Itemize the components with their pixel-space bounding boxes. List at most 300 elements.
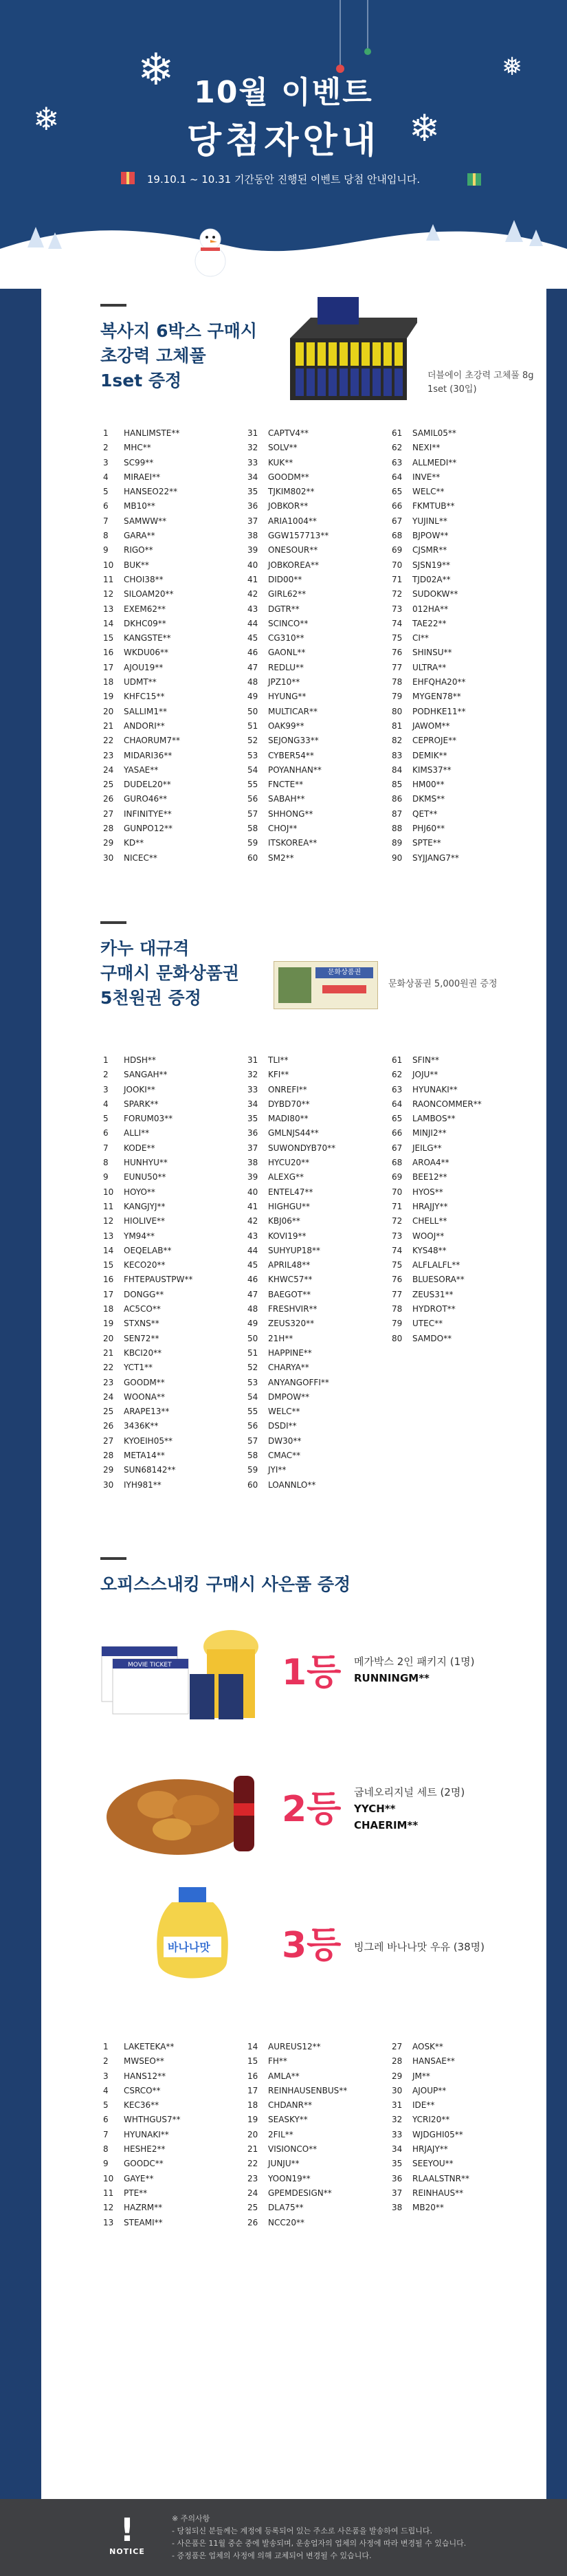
- winner-row: [103, 1405, 192, 1419]
- winner-id: KANGSTE**: [124, 633, 171, 643]
- winner-number: 81: [392, 720, 403, 731]
- winner-id: GGW157713**: [268, 531, 329, 541]
- winner-row: [392, 661, 466, 675]
- winner-id: GMLNJS44**: [268, 1128, 319, 1138]
- winner-row: [392, 2098, 469, 2113]
- winner-row: [103, 705, 180, 719]
- rank-1-winner: RUNNINGM**: [354, 1672, 430, 1684]
- winner-id: CHOI38**: [124, 574, 164, 584]
- winner-id: DMPOW**: [268, 1391, 310, 1402]
- winner-id: ZEUS31**: [412, 1289, 454, 1299]
- winner-id: CYBER54**: [268, 750, 314, 760]
- winner-number: 68: [392, 531, 403, 541]
- winner-number: 16: [103, 648, 114, 658]
- winner-id: WELC**: [268, 1407, 300, 1417]
- winner-row: [247, 675, 329, 690]
- winner-row: [103, 661, 180, 675]
- winner-number: 59: [247, 1465, 258, 1475]
- winner-id: CHELL**: [412, 1216, 447, 1226]
- winner-row: [247, 2084, 347, 2098]
- winner-row: [247, 529, 329, 543]
- winner-row: [103, 573, 180, 587]
- winner-number: 77: [392, 662, 403, 672]
- winner-id: HANSAE**: [412, 2056, 455, 2067]
- winner-id: SUHYUP18**: [268, 1245, 321, 1255]
- winner-row: [247, 1141, 335, 1156]
- winner-id: DKMS**: [412, 794, 445, 804]
- winner-row: [103, 543, 180, 558]
- winner-id: KEC36**: [124, 2100, 159, 2111]
- snow-landscape: [0, 208, 567, 289]
- winner-number: 16: [247, 2071, 258, 2081]
- winner-id: GOODC**: [124, 2159, 164, 2169]
- winner-number: 13: [103, 2217, 114, 2227]
- winner-row: [103, 1449, 192, 1463]
- winner-id: DEMIK**: [412, 750, 447, 760]
- winner-number: 33: [392, 2129, 403, 2139]
- winner-number: 8: [103, 531, 109, 541]
- winner-row: [103, 1156, 192, 1170]
- winner-number: 16: [103, 1275, 114, 1285]
- winner-number: 67: [392, 516, 403, 526]
- winner-number: 62: [392, 1070, 403, 1080]
- winner-id: WJDGHI05**: [412, 2129, 463, 2139]
- winner-column: [392, 2040, 469, 2216]
- winner-row: [392, 1141, 482, 1156]
- winner-id: HYCU20**: [268, 1158, 310, 1168]
- winner-row: [247, 661, 329, 675]
- winner-number: 18: [247, 2100, 258, 2111]
- winner-id: SHINSU**: [412, 648, 452, 658]
- winner-row: [103, 426, 180, 441]
- winner-id: JEILG**: [412, 1143, 442, 1153]
- winner-number: 2: [103, 1070, 109, 1080]
- winner-row: [103, 456, 180, 470]
- winner-id: AMLA**: [268, 2071, 300, 2081]
- winner-number: 56: [247, 794, 258, 804]
- winner-id: CHAORUM7**: [124, 736, 180, 746]
- winner-id: MADI80**: [268, 1114, 309, 1124]
- winner-id: MHC**: [124, 443, 151, 453]
- winner-number: 70: [392, 1187, 403, 1197]
- winner-id: SPTE**: [412, 838, 441, 848]
- winner-id: LOANNLO**: [268, 1479, 316, 1490]
- winner-number: 19: [103, 692, 114, 702]
- winner-number: 21: [103, 1347, 114, 1358]
- winner-column: [392, 1053, 482, 1346]
- winner-id: DID00**: [268, 574, 302, 584]
- winner-row: [103, 763, 180, 778]
- winner-number: 13: [103, 1231, 114, 1241]
- winner-number: 12: [103, 2203, 114, 2213]
- winner-number: 46: [247, 1275, 258, 1285]
- winner-id: SEASKY**: [268, 2115, 308, 2125]
- winner-number: 10: [103, 560, 114, 570]
- winner-number: 79: [392, 692, 403, 702]
- winner-id: ARAPE13**: [124, 1407, 170, 1417]
- winner-id: POYANHAN**: [268, 764, 322, 775]
- winner-id: NICEC**: [124, 852, 157, 863]
- winner-row: [392, 1053, 482, 1068]
- winner-row: [103, 836, 180, 850]
- winner-number: 35: [247, 1114, 258, 1124]
- winner-row: [392, 1083, 482, 1097]
- winner-number: 24: [103, 1391, 114, 1402]
- winner-row: [392, 719, 466, 734]
- winner-row: [103, 851, 180, 866]
- winner-row: [247, 456, 329, 470]
- winner-row: [392, 778, 466, 792]
- winner-id: LAMBOS**: [412, 1114, 456, 1124]
- winner-id: SC99**: [124, 457, 154, 467]
- winner-number: 77: [392, 1289, 403, 1299]
- winner-number: 8: [103, 1158, 109, 1168]
- movie-package-image: [100, 1626, 265, 1729]
- winner-row: [247, 749, 329, 763]
- banner-title-line1: 10월 이벤트: [194, 75, 373, 110]
- winner-row: [392, 1068, 482, 1082]
- winner-id: KUK**: [268, 457, 293, 467]
- winner-id: CEPROJE**: [412, 736, 457, 746]
- winner-number: 78: [392, 677, 403, 687]
- banner-subtitle: 19.10.1 ~ 10.31 기간동안 진행된 이벤트 당첨 안내입니다.: [146, 173, 421, 186]
- winner-row: [103, 2157, 181, 2171]
- winner-id: KIMS37**: [412, 764, 452, 775]
- winner-id: RIGO**: [124, 545, 153, 555]
- winner-number: 53: [247, 1377, 258, 1387]
- winner-id: CI**: [412, 633, 429, 643]
- winner-number: 36: [247, 1128, 258, 1138]
- winner-id: EXEM62**: [124, 604, 166, 614]
- winner-id: SPARK**: [124, 1099, 159, 1109]
- winner-id: FRESHVIR**: [268, 1304, 318, 1314]
- winner-id: HUNHYU**: [124, 1158, 168, 1168]
- winner-id: APRIL48**: [268, 1260, 311, 1270]
- winner-number: 30: [103, 1479, 114, 1490]
- winner-id: SEN72**: [124, 1333, 159, 1343]
- winner-row: [392, 631, 466, 646]
- winner-number: 57: [247, 1435, 258, 1446]
- winner-id: CHARYA**: [268, 1363, 309, 1373]
- winner-id: TLI**: [268, 1055, 289, 1065]
- winner-id: YASAE**: [124, 764, 159, 775]
- winner-id: MB20**: [412, 2203, 444, 2213]
- winner-row: [103, 807, 180, 822]
- winner-number: 32: [392, 2115, 403, 2125]
- winner-number: 65: [392, 487, 403, 497]
- winner-row: [392, 441, 466, 455]
- winner-row: [392, 1200, 482, 1214]
- winner-id: FH**: [268, 2056, 287, 2067]
- winner-id: HRAJJY**: [412, 1201, 448, 1211]
- notice-footer: [0, 2499, 567, 2576]
- winner-id: GOODM**: [124, 1377, 165, 1387]
- winner-row: [103, 2069, 181, 2084]
- winner-number: 17: [103, 662, 114, 672]
- winner-id: ALLI**: [124, 1128, 150, 1138]
- notice-line: - 사은품은 11월 중순 중에 발송되며, 운송업자의 업체의 사정에 따라 변경될 수 있습니다.: [172, 2539, 467, 2548]
- winner-row: [103, 1434, 192, 1449]
- winner-row: [392, 822, 466, 836]
- winner-number: 60: [247, 852, 258, 863]
- winner-id: DSDI**: [268, 1421, 297, 1431]
- winner-number: 7: [103, 516, 109, 526]
- winner-row: [103, 2054, 181, 2069]
- winner-id: KHFC15**: [124, 692, 165, 702]
- winner-number: 44: [247, 618, 258, 628]
- winner-id: GIRL62**: [268, 589, 307, 599]
- winner-number: 47: [247, 1289, 258, 1299]
- winner-number: 49: [247, 692, 258, 702]
- winner-row: [392, 2142, 469, 2157]
- winner-row: [103, 617, 180, 631]
- winner-number: 58: [247, 824, 258, 834]
- winner-id: AROA4**: [412, 1158, 449, 1168]
- winner-id: SILOAM20**: [124, 589, 174, 599]
- winner-number: 19: [103, 1319, 114, 1329]
- winner-number: 69: [392, 1172, 403, 1182]
- winner-id: ARIA1004**: [268, 516, 317, 526]
- winner-row: [247, 1200, 335, 1214]
- winner-id: CAPTV4**: [268, 428, 309, 438]
- winner-number: 37: [392, 2188, 403, 2198]
- winner-row: [103, 1200, 192, 1214]
- section2-title: 카누 대규격 구매시 문화상품권 5천원권 증정: [100, 938, 239, 1008]
- winner-id: KYS48**: [412, 1245, 447, 1255]
- winner-id: HIOLIVE**: [124, 1216, 166, 1226]
- winner-number: 38: [247, 531, 258, 541]
- culture-gift-card-image: [274, 961, 378, 1009]
- winner-number: 5: [103, 2100, 109, 2111]
- winner-id: FNCTE**: [268, 780, 304, 790]
- winner-number: 20: [103, 1333, 114, 1343]
- winner-row: [392, 1229, 482, 1244]
- winner-id: HYUNAKI**: [124, 2129, 169, 2139]
- rank-2-winner: YYCH**: [354, 1803, 396, 1815]
- winner-row: [247, 1185, 335, 1200]
- winner-id: CMAC**: [268, 1451, 301, 1461]
- winner-number: 88: [392, 824, 403, 834]
- winner-number: 12: [103, 589, 114, 599]
- winner-id: CJSMR**: [412, 545, 447, 555]
- winner-id: SYJJANG7**: [412, 852, 459, 863]
- winner-id: GAYE**: [124, 2173, 154, 2183]
- winner-number: 15: [247, 2056, 258, 2067]
- winner-id: KODE**: [124, 1143, 155, 1153]
- winner-id: HAZRM**: [124, 2203, 163, 2213]
- winner-id: ALFLALFL**: [412, 1260, 460, 1270]
- winner-number: 21: [247, 2144, 258, 2155]
- content-card: [41, 289, 546, 2499]
- winner-id: UTEC**: [412, 1319, 443, 1329]
- rank-2-details: 굽네오리지널 세트 (2명) YYCH** CHAERIM**: [354, 1784, 465, 1834]
- snowflake-icon: ❄: [137, 45, 175, 96]
- section2-prize-note: 문화상품권 5,000원권 증정: [388, 979, 498, 989]
- winner-id: RAONCOMMER**: [412, 1099, 482, 1109]
- winner-id: AJOUP**: [412, 2085, 447, 2095]
- winner-row: [247, 2069, 347, 2084]
- winner-row: [103, 631, 180, 646]
- winner-number: 10: [103, 1187, 114, 1197]
- winner-row: [103, 1463, 192, 1477]
- winner-row: [392, 499, 466, 514]
- winner-number: 85: [392, 780, 403, 790]
- winner-number: 22: [103, 736, 114, 746]
- winner-number: 76: [392, 1275, 403, 1285]
- winner-number: 1: [103, 1055, 109, 1065]
- winner-row: [392, 2084, 469, 2098]
- winner-row: [392, 2128, 469, 2142]
- winner-number: 4: [103, 2085, 109, 2095]
- winner-number: 12: [103, 1216, 114, 1226]
- winner-id: SJSN19**: [412, 560, 451, 570]
- winner-number: 43: [247, 1231, 258, 1241]
- winner-column: [247, 426, 329, 866]
- winner-id: NCC20**: [268, 2217, 305, 2227]
- winner-row: [103, 1376, 192, 1390]
- winner-row: [103, 1332, 192, 1346]
- winner-number: 8: [103, 2144, 109, 2155]
- winner-id: TJD02A**: [412, 574, 451, 584]
- winner-number: 23: [103, 1377, 114, 1387]
- winner-id: JM**: [412, 2071, 430, 2081]
- winner-id: HIGHGU**: [268, 1201, 310, 1211]
- winner-number: 82: [392, 736, 403, 746]
- winner-number: 83: [392, 750, 403, 760]
- winner-number: 34: [247, 472, 258, 482]
- winner-row: [247, 1258, 335, 1273]
- winner-id: REINHAUS**: [412, 2188, 464, 2198]
- winner-number: 1: [103, 2042, 109, 2051]
- winner-number: 9: [103, 545, 109, 555]
- winner-number: 13: [103, 604, 114, 614]
- winner-number: 87: [392, 808, 403, 819]
- winner-id: PHJ60**: [412, 824, 445, 834]
- winner-row: [247, 2113, 347, 2127]
- winner-id: DYBD70**: [268, 1099, 310, 1109]
- winner-id: KECO20**: [124, 1260, 166, 1270]
- winner-number: 51: [247, 720, 258, 731]
- winner-id: 2FIL**: [268, 2129, 293, 2139]
- winner-number: 7: [103, 2129, 109, 2139]
- winner-id: SCINCO**: [268, 618, 309, 628]
- winner-number: 28: [103, 824, 114, 834]
- winner-id: ENTEL47**: [268, 1187, 313, 1197]
- winner-row: [247, 2128, 347, 2142]
- winner-number: 11: [103, 2188, 114, 2198]
- winner-id: SAMWW**: [124, 516, 167, 526]
- winner-id: MYGEN78**: [412, 692, 461, 702]
- winner-id: HRJAJY**: [412, 2144, 448, 2155]
- section1-prize-note: 더블에이 초강력 고체풀 8g 1set (30입): [427, 371, 534, 395]
- winner-column: [103, 426, 180, 866]
- winner-number: 73: [392, 604, 403, 614]
- winner-row: [392, 1112, 482, 1126]
- winner-id: SEJONG33**: [268, 736, 319, 746]
- winner-row: [103, 1185, 192, 1200]
- winner-number: 40: [247, 560, 258, 570]
- winner-number: 2: [103, 443, 109, 453]
- winner-id: VISIONCO**: [268, 2144, 318, 2155]
- winner-number: 41: [247, 574, 258, 584]
- winner-number: 55: [247, 780, 258, 790]
- winner-id: SANGAH**: [124, 1070, 168, 1080]
- winner-id: KBCI20**: [124, 1347, 162, 1358]
- rank-1-details: 메가박스 2인 패키지 (1명) RUNNINGM**: [354, 1653, 475, 1686]
- winner-id: TAE22**: [412, 618, 447, 628]
- winner-number: 25: [247, 2203, 258, 2213]
- winner-id: EHFQHA20**: [412, 677, 466, 687]
- winner-row: [103, 1390, 192, 1405]
- winner-number: 6: [103, 501, 109, 511]
- winner-id: ZEUS320**: [268, 1319, 315, 1329]
- winner-number: 68: [392, 1158, 403, 1168]
- winner-row: [247, 851, 329, 866]
- winner-row: [247, 807, 329, 822]
- winner-id: REDLU**: [268, 662, 304, 672]
- winner-number: 1: [103, 428, 109, 438]
- winner-id: JYI**: [268, 1465, 287, 1475]
- winner-row: [247, 2040, 347, 2054]
- winner-row: [247, 1478, 335, 1493]
- winner-number: 22: [103, 1363, 114, 1373]
- winner-number: 69: [392, 545, 403, 555]
- winner-number: 50: [247, 706, 258, 716]
- winner-number: 14: [247, 2042, 258, 2051]
- winner-id: KYOEIH05**: [124, 1435, 173, 1446]
- winner-id: KD**: [124, 838, 144, 848]
- winner-number: 29: [103, 838, 114, 848]
- winner-number: 3: [103, 2071, 109, 2081]
- winner-row: [247, 1390, 335, 1405]
- winner-column: [247, 1053, 335, 1493]
- winner-number: 76: [392, 648, 403, 658]
- winner-number: 80: [392, 1333, 403, 1343]
- winner-row: [392, 851, 466, 866]
- winner-row: [103, 2098, 181, 2113]
- winner-id: PTE**: [124, 2188, 148, 2198]
- winner-number: 33: [247, 457, 258, 467]
- winner-id: JAWOM**: [412, 720, 450, 731]
- winner-id: WOONA**: [124, 1391, 165, 1402]
- winner-row: [103, 1361, 192, 1375]
- winner-row: [103, 2186, 181, 2201]
- winner-row: [247, 1053, 335, 1068]
- winner-row: [247, 778, 329, 792]
- winner-id: GOODM**: [268, 472, 309, 482]
- winner-id: KFI**: [268, 1070, 289, 1080]
- winner-row: [247, 426, 329, 441]
- winner-number: 4: [103, 472, 109, 482]
- winner-id: DONGG**: [124, 1289, 164, 1299]
- winner-row: [247, 499, 329, 514]
- exclamation-icon: !: [120, 2511, 135, 2549]
- notice-line: - 증정품은 업체의 사정에 의해 교체되어 변경될 수 있습니다.: [172, 2551, 372, 2560]
- winner-row: [103, 2113, 181, 2127]
- winner-number: 57: [247, 808, 258, 819]
- winner-row: [392, 705, 466, 719]
- winner-row: [103, 1317, 192, 1331]
- winner-number: 64: [392, 472, 403, 482]
- winner-row: [247, 1317, 335, 1331]
- winner-number: 47: [247, 662, 258, 672]
- notice-heading: ※ 주의사항: [172, 2514, 210, 2523]
- winner-id: SABAH**: [268, 794, 305, 804]
- winner-number: 60: [247, 1479, 258, 1490]
- winner-row: [392, 2054, 469, 2069]
- winner-column: [392, 426, 466, 866]
- winner-row: [247, 1332, 335, 1346]
